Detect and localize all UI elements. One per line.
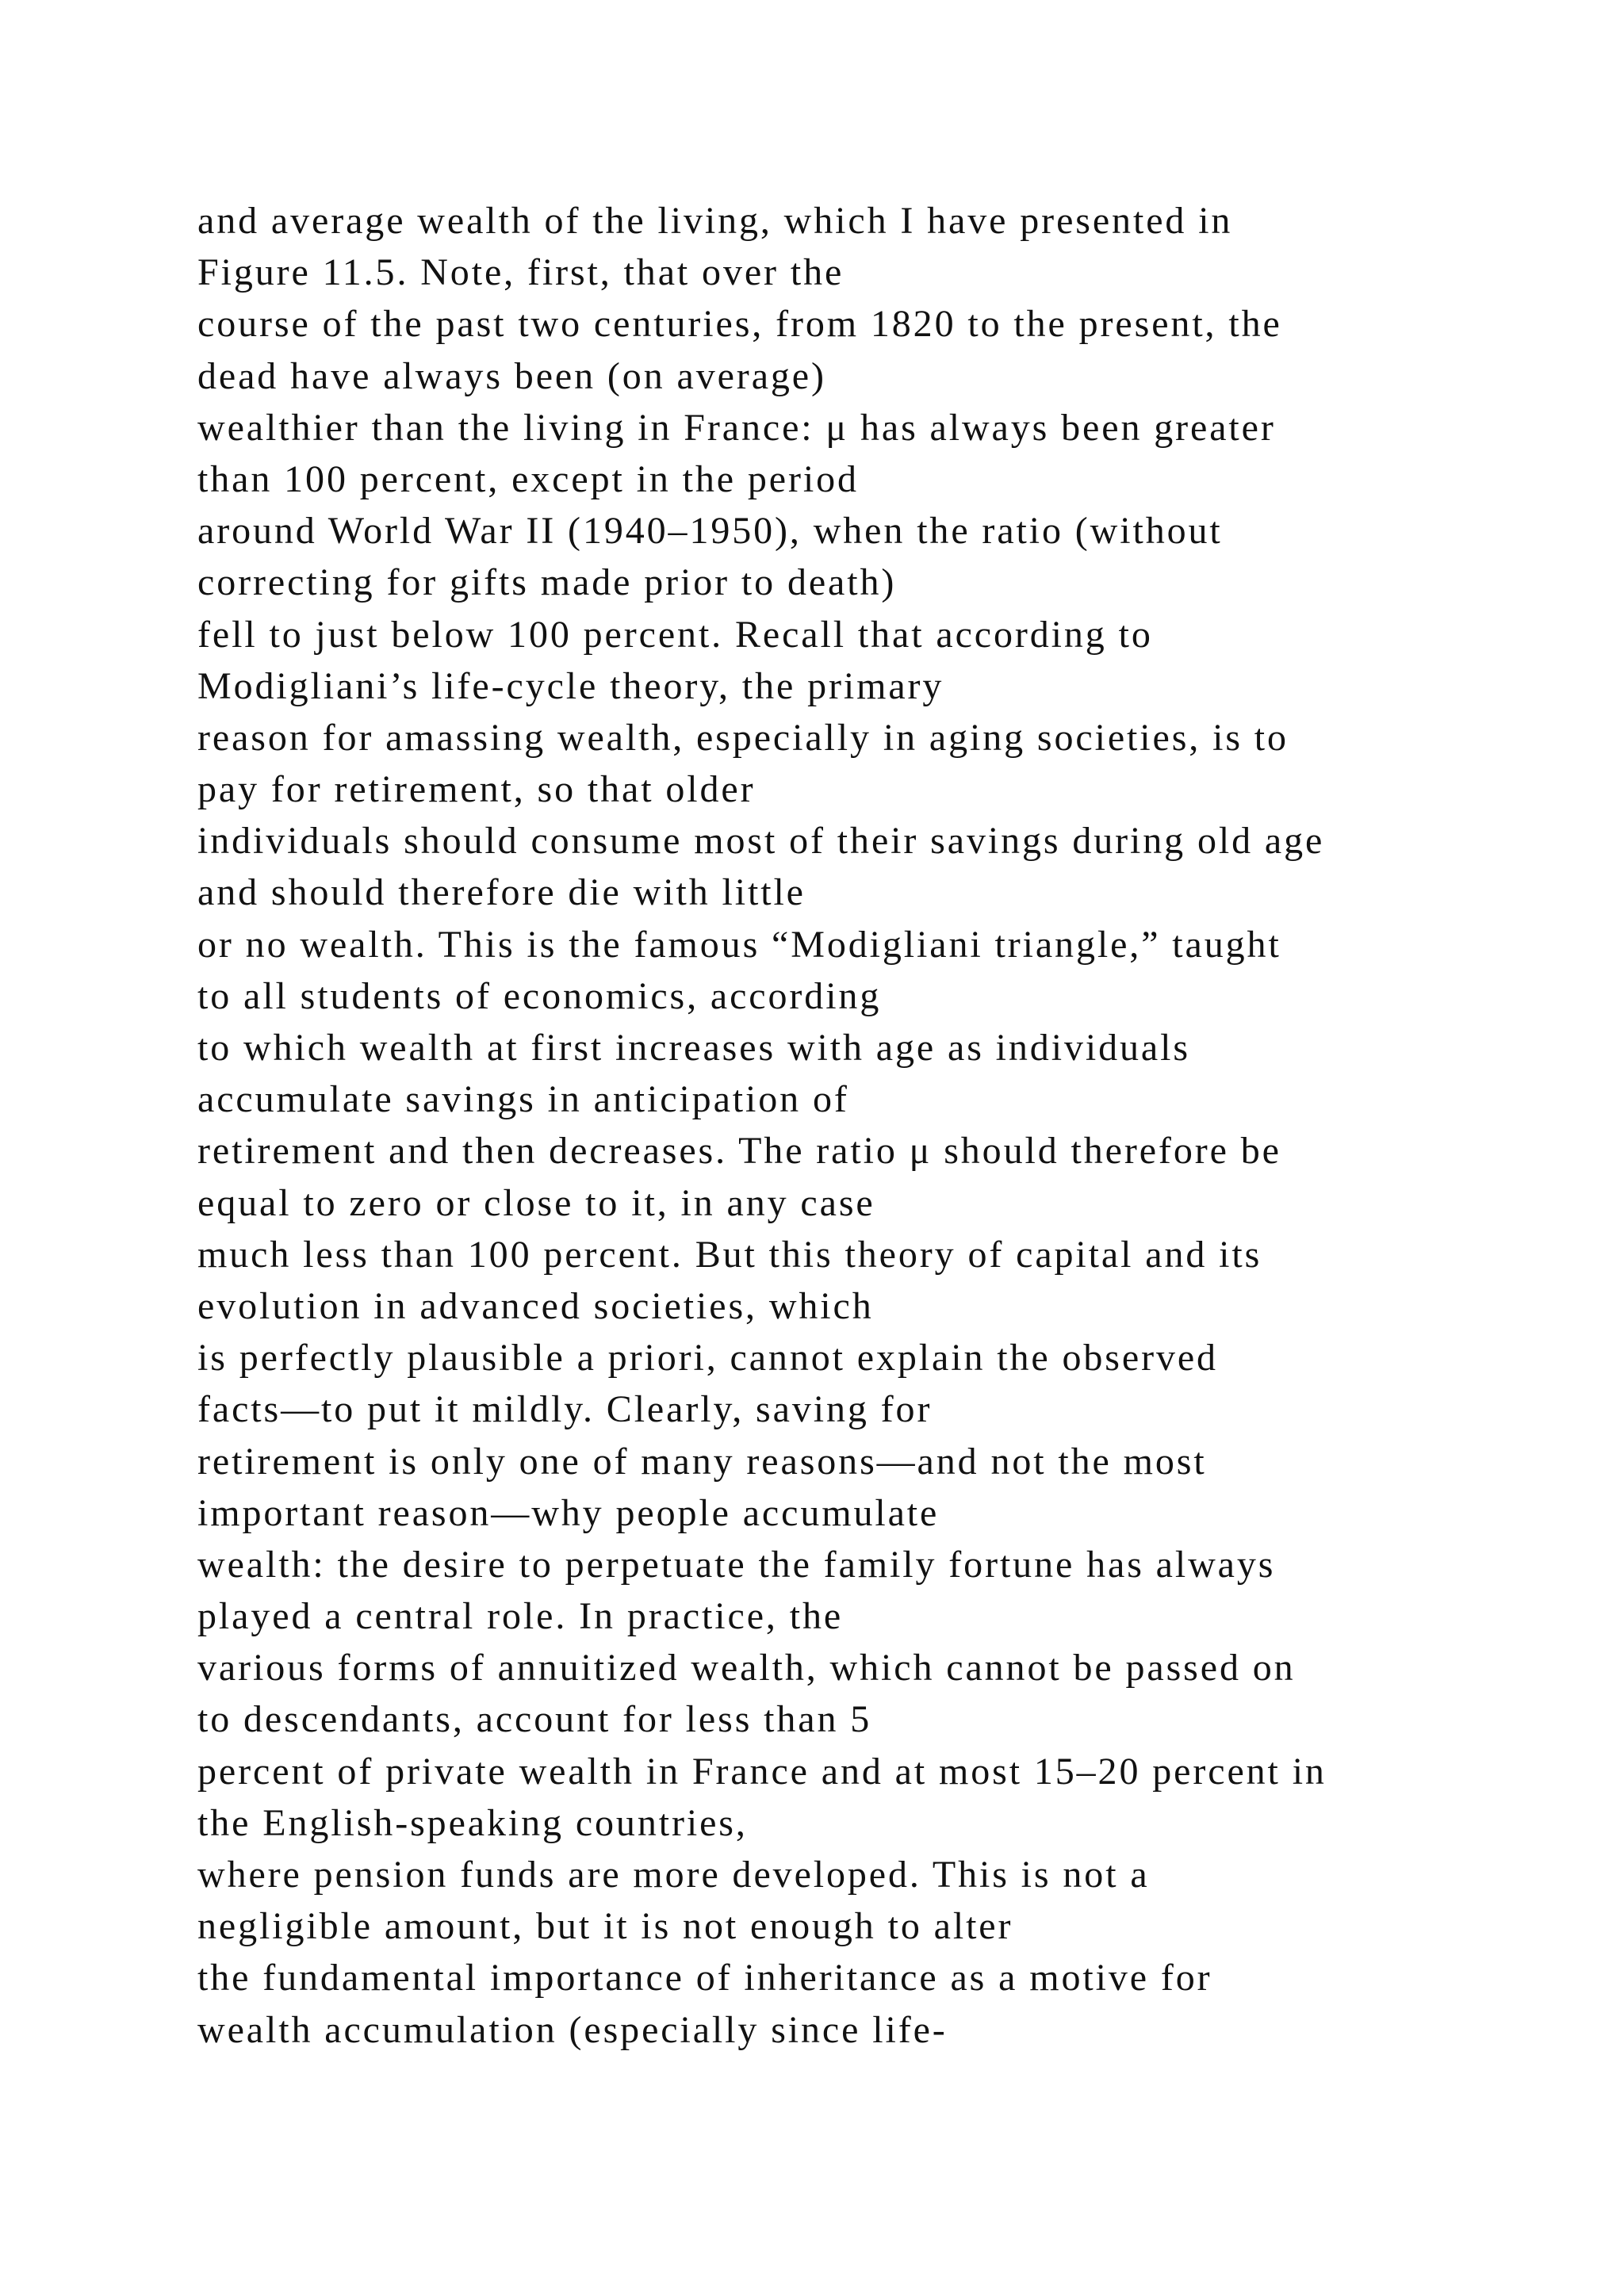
text-line: to which wealth at first increases with age as individuals	[197, 1027, 1190, 1069]
text-line: to descendants, account for less than 5	[197, 1698, 872, 1741]
text-line: is perfectly plausible a priori, cannot explain the observed	[197, 1337, 1218, 1380]
text-line: percent of private wealth in France and at most 15–20 percent in	[197, 1750, 1327, 1793]
text-line: the fundamental importance of inheritance as a motive for	[197, 1957, 1212, 1999]
text-line: wealth: the desire to perpetuate the family fortune has always	[197, 1543, 1276, 1586]
text-line: than 100 percent, except in the period	[197, 457, 859, 500]
text-line: the English-speaking countries,	[197, 1801, 748, 1844]
text-line: dead have always been (on average)	[197, 354, 826, 397]
text-line: reason for amassing wealth, especially in aging societies, is to	[197, 716, 1289, 759]
text-line: fell to just below 100 percent. Recall that according to	[197, 613, 1153, 656]
text-line: facts—to put it mildly. Clearly, saving for	[197, 1388, 933, 1431]
text-line: retirement and then decreases. The ratio μ should therefore be	[197, 1130, 1281, 1173]
text-line: correcting for gifts made prior to death)	[197, 561, 897, 604]
text-line: where pension funds are more developed. This is not a	[197, 1854, 1150, 1896]
body-text	[197, 195, 1545, 2056]
text-line: and average wealth of the living, which I have presented in	[197, 200, 1233, 242]
text-line: pay for retirement, so that older	[197, 768, 756, 811]
text-line: around World War II (1940–1950), when the ratio (without	[197, 510, 1223, 553]
text-line: and should therefore die with little	[197, 871, 806, 914]
text-line: to all students of economics, according	[197, 974, 882, 1017]
text-line: much less than 100 percent. But this theory of capital and its	[197, 1233, 1262, 1276]
text-line: various forms of annuitized wealth, which cannot be passed on	[197, 1647, 1296, 1689]
text-line: accumulate savings in anticipation of	[197, 1078, 849, 1121]
text-line: evolution in advanced societies, which	[197, 1284, 874, 1327]
text-line: course of the past two centuries, from 1820 to the present, the	[197, 303, 1282, 346]
text-line: negligible amount, but it is not enough to alter	[197, 1905, 1013, 1948]
text-line: played a central role. In practice, the	[197, 1595, 844, 1638]
text-line: important reason—why people accumulate	[197, 1491, 940, 1534]
text-line: Modigliani’s life-cycle theory, the primary	[197, 664, 944, 707]
text-line: or no wealth. This is the famous “Modigliani triangle,” taught	[197, 923, 1281, 966]
text-line: retirement is only one of many reasons—and not the most	[197, 1440, 1207, 1483]
text-line: wealth accumulation (especially since life-	[197, 2008, 948, 2051]
text-line: individuals should consume most of their savings during old age	[197, 820, 1325, 863]
text-line: wealthier than the living in France: μ has always been greater	[197, 406, 1276, 449]
text-line: Figure 11.5. Note, first, that over the	[197, 251, 845, 294]
text-line: equal to zero or close to it, in any case	[197, 1181, 875, 1224]
